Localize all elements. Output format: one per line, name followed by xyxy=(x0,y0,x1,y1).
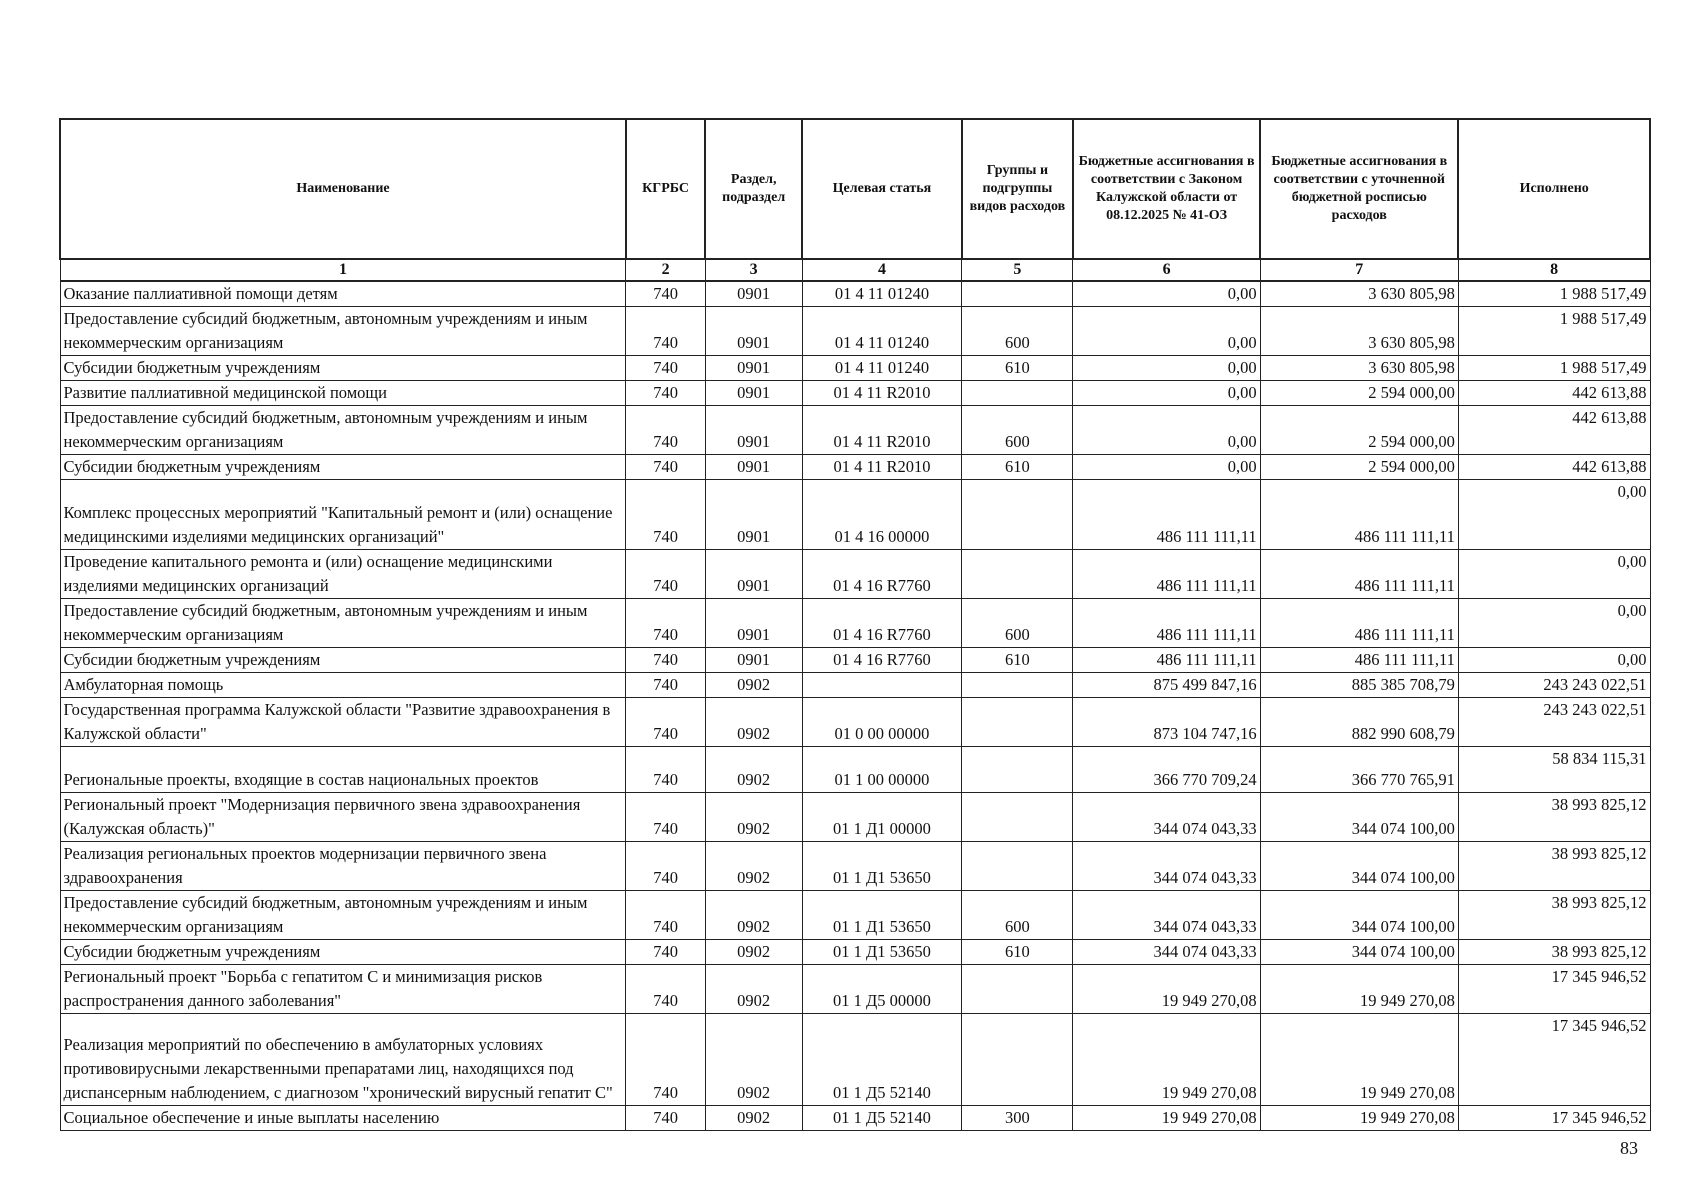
row-name: Проведение капитального ремонта и (или) оснащение медицинскими изделиями медицинских организаций xyxy=(60,550,626,599)
row-law-allocation: 0,00 xyxy=(1073,307,1260,356)
header-target-article: Целевая статья xyxy=(802,119,962,259)
row-law-allocation: 875 499 847,16 xyxy=(1073,673,1260,698)
row-kgrbs: 740 xyxy=(626,673,705,698)
column-number: 1 xyxy=(60,259,626,281)
row-section: 0901 xyxy=(705,480,802,550)
table-row xyxy=(60,940,1650,965)
row-law-allocation: 0,00 xyxy=(1073,356,1260,381)
row-refined-allocation: 3 630 805,98 xyxy=(1260,356,1458,381)
row-name: Предоставление субсидий бюджетным, автономным учреждениям и иным некоммерческим организациям xyxy=(60,307,626,356)
row-expense-group xyxy=(962,698,1073,747)
row-law-allocation: 486 111 111,11 xyxy=(1073,480,1260,550)
row-expense-group: 600 xyxy=(962,307,1073,356)
row-section: 0901 xyxy=(705,356,802,381)
column-number: 3 xyxy=(705,259,802,281)
row-name: Региональные проекты, входящие в состав национальных проектов xyxy=(60,747,626,793)
table-row xyxy=(60,965,1650,1014)
row-name: Государственная программа Калужской области "Развитие здравоохранения в Калужской области" xyxy=(60,698,626,747)
row-name: Предоставление субсидий бюджетным, автономным учреждениям и иным некоммерческим организациям xyxy=(60,599,626,648)
header-refined-allocations: Бюджетные ассигнования в соответствии с уточненной бюджетной росписью расходов xyxy=(1260,119,1458,259)
header-kgrbs: КГРБС xyxy=(626,119,705,259)
row-law-allocation: 344 074 043,33 xyxy=(1073,940,1260,965)
table-row xyxy=(60,842,1650,891)
row-expense-group xyxy=(962,842,1073,891)
row-law-allocation: 0,00 xyxy=(1073,281,1260,307)
row-law-allocation: 486 111 111,11 xyxy=(1073,550,1260,599)
table-row xyxy=(60,891,1650,940)
row-expense-group: 610 xyxy=(962,940,1073,965)
row-target-article xyxy=(802,673,962,698)
row-kgrbs: 740 xyxy=(626,1014,705,1106)
row-refined-allocation: 882 990 608,79 xyxy=(1260,698,1458,747)
column-number: 8 xyxy=(1458,259,1650,281)
table-row xyxy=(60,307,1650,356)
row-target-article: 01 4 11 01240 xyxy=(802,307,962,356)
row-name: Социальное обеспечение и иные выплаты населению xyxy=(60,1106,626,1131)
row-name: Оказание паллиативной помощи детям xyxy=(60,281,626,307)
row-law-allocation: 486 111 111,11 xyxy=(1073,648,1260,673)
row-section: 0902 xyxy=(705,793,802,842)
header-expense-groups: Группы и подгруппы видов расходов xyxy=(962,119,1073,259)
row-target-article: 01 4 11 R2010 xyxy=(802,406,962,455)
row-law-allocation: 873 104 747,16 xyxy=(1073,698,1260,747)
row-executed: 38 993 825,12 xyxy=(1458,842,1650,891)
row-target-article: 01 4 16 R7760 xyxy=(802,648,962,673)
row-executed: 38 993 825,12 xyxy=(1458,891,1650,940)
row-kgrbs: 740 xyxy=(626,599,705,648)
header-name: Наименование xyxy=(60,119,626,259)
table-row xyxy=(60,648,1650,673)
row-refined-allocation: 486 111 111,11 xyxy=(1260,480,1458,550)
row-expense-group xyxy=(962,965,1073,1014)
row-name: Региональный проект "Модернизация первичного звена здравоохранения (Калужская область)" xyxy=(60,793,626,842)
page-number: 83 xyxy=(1620,1138,1638,1158)
row-refined-allocation: 344 074 100,00 xyxy=(1260,842,1458,891)
column-number: 4 xyxy=(802,259,962,281)
row-refined-allocation: 344 074 100,00 xyxy=(1260,940,1458,965)
table-header xyxy=(60,119,1650,281)
row-executed: 1 988 517,49 xyxy=(1458,307,1650,356)
row-kgrbs: 740 xyxy=(626,281,705,307)
row-law-allocation: 19 949 270,08 xyxy=(1073,965,1260,1014)
row-section: 0901 xyxy=(705,648,802,673)
row-executed: 38 993 825,12 xyxy=(1458,940,1650,965)
table-row xyxy=(60,550,1650,599)
table-row xyxy=(60,793,1650,842)
row-expense-group xyxy=(962,480,1073,550)
table-row xyxy=(60,1014,1650,1106)
row-section: 0902 xyxy=(705,673,802,698)
row-section: 0902 xyxy=(705,1014,802,1106)
row-executed: 442 613,88 xyxy=(1458,455,1650,480)
row-target-article: 01 1 Д5 00000 xyxy=(802,965,962,1014)
row-expense-group xyxy=(962,281,1073,307)
row-law-allocation: 486 111 111,11 xyxy=(1073,599,1260,648)
row-name: Реализация региональных проектов модернизации первичного звена здравоохранения xyxy=(60,842,626,891)
budget-table xyxy=(59,118,1651,1131)
table-row xyxy=(60,599,1650,648)
row-refined-allocation: 885 385 708,79 xyxy=(1260,673,1458,698)
table-row xyxy=(60,406,1650,455)
row-section: 0901 xyxy=(705,381,802,406)
row-kgrbs: 740 xyxy=(626,793,705,842)
table-row xyxy=(60,455,1650,480)
row-executed: 0,00 xyxy=(1458,550,1650,599)
row-refined-allocation: 19 949 270,08 xyxy=(1260,965,1458,1014)
row-refined-allocation: 3 630 805,98 xyxy=(1260,281,1458,307)
row-kgrbs: 740 xyxy=(626,940,705,965)
row-executed: 58 834 115,31 xyxy=(1458,747,1650,793)
row-law-allocation: 0,00 xyxy=(1073,381,1260,406)
row-target-article: 01 4 16 R7760 xyxy=(802,599,962,648)
row-expense-group xyxy=(962,673,1073,698)
row-refined-allocation: 486 111 111,11 xyxy=(1260,550,1458,599)
row-name: Субсидии бюджетным учреждениям xyxy=(60,455,626,480)
row-section: 0902 xyxy=(705,1106,802,1131)
column-number: 7 xyxy=(1260,259,1458,281)
table-row xyxy=(60,281,1650,307)
row-law-allocation: 19 949 270,08 xyxy=(1073,1014,1260,1106)
row-refined-allocation: 486 111 111,11 xyxy=(1260,648,1458,673)
row-refined-allocation: 344 074 100,00 xyxy=(1260,891,1458,940)
row-section: 0901 xyxy=(705,550,802,599)
row-name: Субсидии бюджетным учреждениям xyxy=(60,940,626,965)
table-row xyxy=(60,356,1650,381)
row-executed: 1 988 517,49 xyxy=(1458,356,1650,381)
row-expense-group xyxy=(962,747,1073,793)
row-section: 0901 xyxy=(705,599,802,648)
row-executed: 0,00 xyxy=(1458,599,1650,648)
row-name: Региональный проект "Борьба с гепатитом С и минимизация рисков распространения данного заболевания" xyxy=(60,965,626,1014)
row-refined-allocation: 486 111 111,11 xyxy=(1260,599,1458,648)
table-row xyxy=(60,1106,1650,1131)
row-law-allocation: 344 074 043,33 xyxy=(1073,891,1260,940)
row-kgrbs: 740 xyxy=(626,648,705,673)
row-executed: 0,00 xyxy=(1458,480,1650,550)
table-body xyxy=(60,281,1650,1131)
row-target-article: 01 4 11 R2010 xyxy=(802,381,962,406)
row-name: Амбулаторная помощь xyxy=(60,673,626,698)
row-kgrbs: 740 xyxy=(626,965,705,1014)
row-expense-group: 300 xyxy=(962,1106,1073,1131)
row-law-allocation: 366 770 709,24 xyxy=(1073,747,1260,793)
row-refined-allocation: 344 074 100,00 xyxy=(1260,793,1458,842)
row-refined-allocation: 19 949 270,08 xyxy=(1260,1106,1458,1131)
row-target-article: 01 4 11 01240 xyxy=(802,281,962,307)
row-kgrbs: 740 xyxy=(626,891,705,940)
row-name: Предоставление субсидий бюджетным, автономным учреждениям и иным некоммерческим организациям xyxy=(60,891,626,940)
row-section: 0902 xyxy=(705,842,802,891)
row-executed: 1 988 517,49 xyxy=(1458,281,1650,307)
row-section: 0902 xyxy=(705,891,802,940)
row-expense-group xyxy=(962,793,1073,842)
row-kgrbs: 740 xyxy=(626,307,705,356)
row-law-allocation: 344 074 043,33 xyxy=(1073,793,1260,842)
column-number: 2 xyxy=(626,259,705,281)
row-refined-allocation: 3 630 805,98 xyxy=(1260,307,1458,356)
row-expense-group: 600 xyxy=(962,599,1073,648)
row-refined-allocation: 2 594 000,00 xyxy=(1260,455,1458,480)
row-executed: 38 993 825,12 xyxy=(1458,793,1650,842)
row-kgrbs: 740 xyxy=(626,356,705,381)
table-row xyxy=(60,698,1650,747)
row-target-article: 01 1 Д1 53650 xyxy=(802,842,962,891)
row-target-article: 01 4 16 R7760 xyxy=(802,550,962,599)
row-section: 0902 xyxy=(705,747,802,793)
row-name: Реализация мероприятий по обеспечению в амбулаторных условиях противовирусными лекарственными препаратами лиц, находящихся под диспансерным наблюдением, с диагнозом "хронический вирусный гепатит С" xyxy=(60,1014,626,1106)
row-target-article: 01 1 Д5 52140 xyxy=(802,1106,962,1131)
row-executed: 243 243 022,51 xyxy=(1458,698,1650,747)
row-refined-allocation: 2 594 000,00 xyxy=(1260,406,1458,455)
header-executed: Исполнено xyxy=(1458,119,1650,259)
budget-report-page xyxy=(59,118,1651,1131)
row-executed: 17 345 946,52 xyxy=(1458,1106,1650,1131)
row-law-allocation: 19 949 270,08 xyxy=(1073,1106,1260,1131)
row-expense-group xyxy=(962,550,1073,599)
row-target-article: 01 1 00 00000 xyxy=(802,747,962,793)
row-expense-group xyxy=(962,1014,1073,1106)
table-row xyxy=(60,480,1650,550)
row-kgrbs: 740 xyxy=(626,381,705,406)
row-kgrbs: 740 xyxy=(626,455,705,480)
row-target-article: 01 4 11 01240 xyxy=(802,356,962,381)
row-refined-allocation: 366 770 765,91 xyxy=(1260,747,1458,793)
row-section: 0902 xyxy=(705,940,802,965)
row-executed: 442 613,88 xyxy=(1458,406,1650,455)
row-section: 0901 xyxy=(705,307,802,356)
row-name: Субсидии бюджетным учреждениям xyxy=(60,648,626,673)
row-name: Комплекс процессных мероприятий "Капитальный ремонт и (или) оснащение медицинскими изделиями медицинских организаций" xyxy=(60,480,626,550)
row-kgrbs: 740 xyxy=(626,747,705,793)
row-kgrbs: 740 xyxy=(626,1106,705,1131)
row-section: 0902 xyxy=(705,698,802,747)
row-kgrbs: 740 xyxy=(626,406,705,455)
row-expense-group: 600 xyxy=(962,891,1073,940)
row-target-article: 01 4 11 R2010 xyxy=(802,455,962,480)
column-number: 6 xyxy=(1073,259,1260,281)
row-refined-allocation: 19 949 270,08 xyxy=(1260,1014,1458,1106)
row-target-article: 01 0 00 00000 xyxy=(802,698,962,747)
row-kgrbs: 740 xyxy=(626,842,705,891)
row-executed: 0,00 xyxy=(1458,648,1650,673)
row-name: Развитие паллиативной медицинской помощи xyxy=(60,381,626,406)
row-name: Субсидии бюджетным учреждениям xyxy=(60,356,626,381)
column-number: 5 xyxy=(962,259,1073,281)
row-name: Предоставление субсидий бюджетным, автономным учреждениям и иным некоммерческим организациям xyxy=(60,406,626,455)
row-kgrbs: 740 xyxy=(626,480,705,550)
row-law-allocation: 0,00 xyxy=(1073,406,1260,455)
row-expense-group xyxy=(962,381,1073,406)
row-section: 0901 xyxy=(705,281,802,307)
row-target-article: 01 1 Д5 52140 xyxy=(802,1014,962,1106)
row-expense-group: 600 xyxy=(962,406,1073,455)
row-refined-allocation: 2 594 000,00 xyxy=(1260,381,1458,406)
row-expense-group: 610 xyxy=(962,648,1073,673)
row-executed: 442 613,88 xyxy=(1458,381,1650,406)
row-section: 0901 xyxy=(705,455,802,480)
row-law-allocation: 344 074 043,33 xyxy=(1073,842,1260,891)
row-section: 0902 xyxy=(705,965,802,1014)
header-law-allocations: Бюджетные ассигнования в соответствии с Законом Калужской области от 08.12.2025 № 41-ОЗ xyxy=(1073,119,1260,259)
row-target-article: 01 1 Д1 00000 xyxy=(802,793,962,842)
row-target-article: 01 4 16 00000 xyxy=(802,480,962,550)
table-row xyxy=(60,381,1650,406)
row-executed: 17 345 946,52 xyxy=(1458,965,1650,1014)
row-expense-group: 610 xyxy=(962,455,1073,480)
row-section: 0901 xyxy=(705,406,802,455)
row-law-allocation: 0,00 xyxy=(1073,455,1260,480)
row-executed: 17 345 946,52 xyxy=(1458,1014,1650,1106)
row-target-article: 01 1 Д1 53650 xyxy=(802,891,962,940)
row-kgrbs: 740 xyxy=(626,698,705,747)
header-section: Раздел, подраздел xyxy=(705,119,802,259)
row-expense-group: 610 xyxy=(962,356,1073,381)
table-row xyxy=(60,673,1650,698)
row-target-article: 01 1 Д1 53650 xyxy=(802,940,962,965)
row-kgrbs: 740 xyxy=(626,550,705,599)
table-row xyxy=(60,747,1650,793)
row-executed: 243 243 022,51 xyxy=(1458,673,1650,698)
